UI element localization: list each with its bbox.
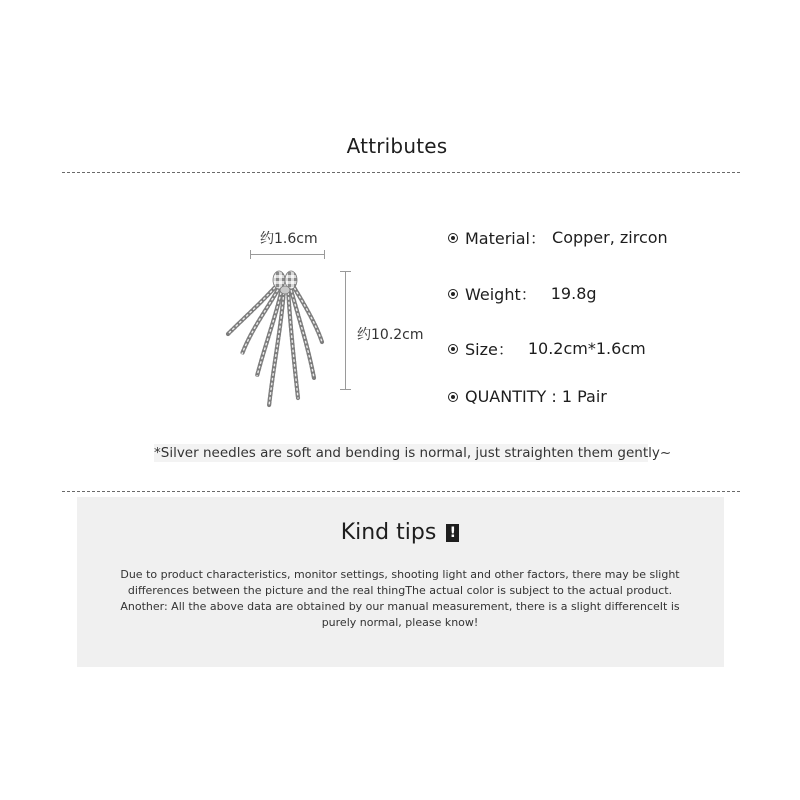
kind-tips-text: [110, 567, 690, 631]
kind-tips-title: Kind tips: [340, 520, 437, 545]
attribute-row-weight: [448, 282, 597, 305]
weight-value: 19.8g: [550, 284, 597, 303]
radio-dot-icon: [448, 344, 458, 354]
earring-image: [222, 266, 332, 414]
size-label: Size：: [465, 340, 514, 359]
kind-tips-header: [0, 520, 800, 545]
width-dimension-label: 约1.6cm: [260, 231, 318, 247]
radio-dot-icon: [448, 233, 458, 243]
exclamation-icon: !: [446, 524, 459, 542]
weight-label: Weight：: [465, 285, 537, 304]
material-value: Copper, zircon: [552, 228, 668, 247]
attribute-row-material: [448, 226, 668, 249]
divider-bottom: [62, 491, 740, 492]
attribute-row-quantity: [448, 387, 607, 406]
height-dimension-tick-top: [340, 271, 351, 272]
quantity-label: QUANTITY : 1 Pair: [465, 387, 607, 406]
width-dimension-tick-left: [250, 250, 251, 259]
radio-dot-icon: [448, 392, 458, 402]
width-dimension-line: [250, 254, 325, 255]
width-dimension-tick-right: [324, 250, 325, 259]
height-dimension-tick-bottom: [340, 389, 351, 390]
section-title: Attributes: [346, 134, 448, 158]
divider-top: [62, 172, 740, 173]
size-value: 10.2cm*1.6cm: [527, 339, 646, 358]
kind-tips-line-1: Due to product characteristics, monitor settings, shooting light and other factors, there may be slight: [120, 568, 680, 581]
kind-tips-line-4: purely normal, please know!: [321, 616, 479, 629]
care-note: *Silver needles are soft and bending is normal, just straighten them gently~: [154, 445, 672, 461]
attribute-row-size: [448, 337, 646, 360]
height-dimension-label: 约10.2cm: [357, 327, 424, 343]
radio-dot-icon: [448, 289, 458, 299]
material-label: Material：: [465, 229, 547, 248]
height-dimension-line: [345, 271, 346, 390]
kind-tips-line-3: Another: All the above data are obtained by our manual measurement, there is a slight differenceIt is: [120, 600, 680, 613]
kind-tips-line-2: differences between the picture and the real thingThe actual color is subject to the actual product.: [127, 584, 673, 597]
